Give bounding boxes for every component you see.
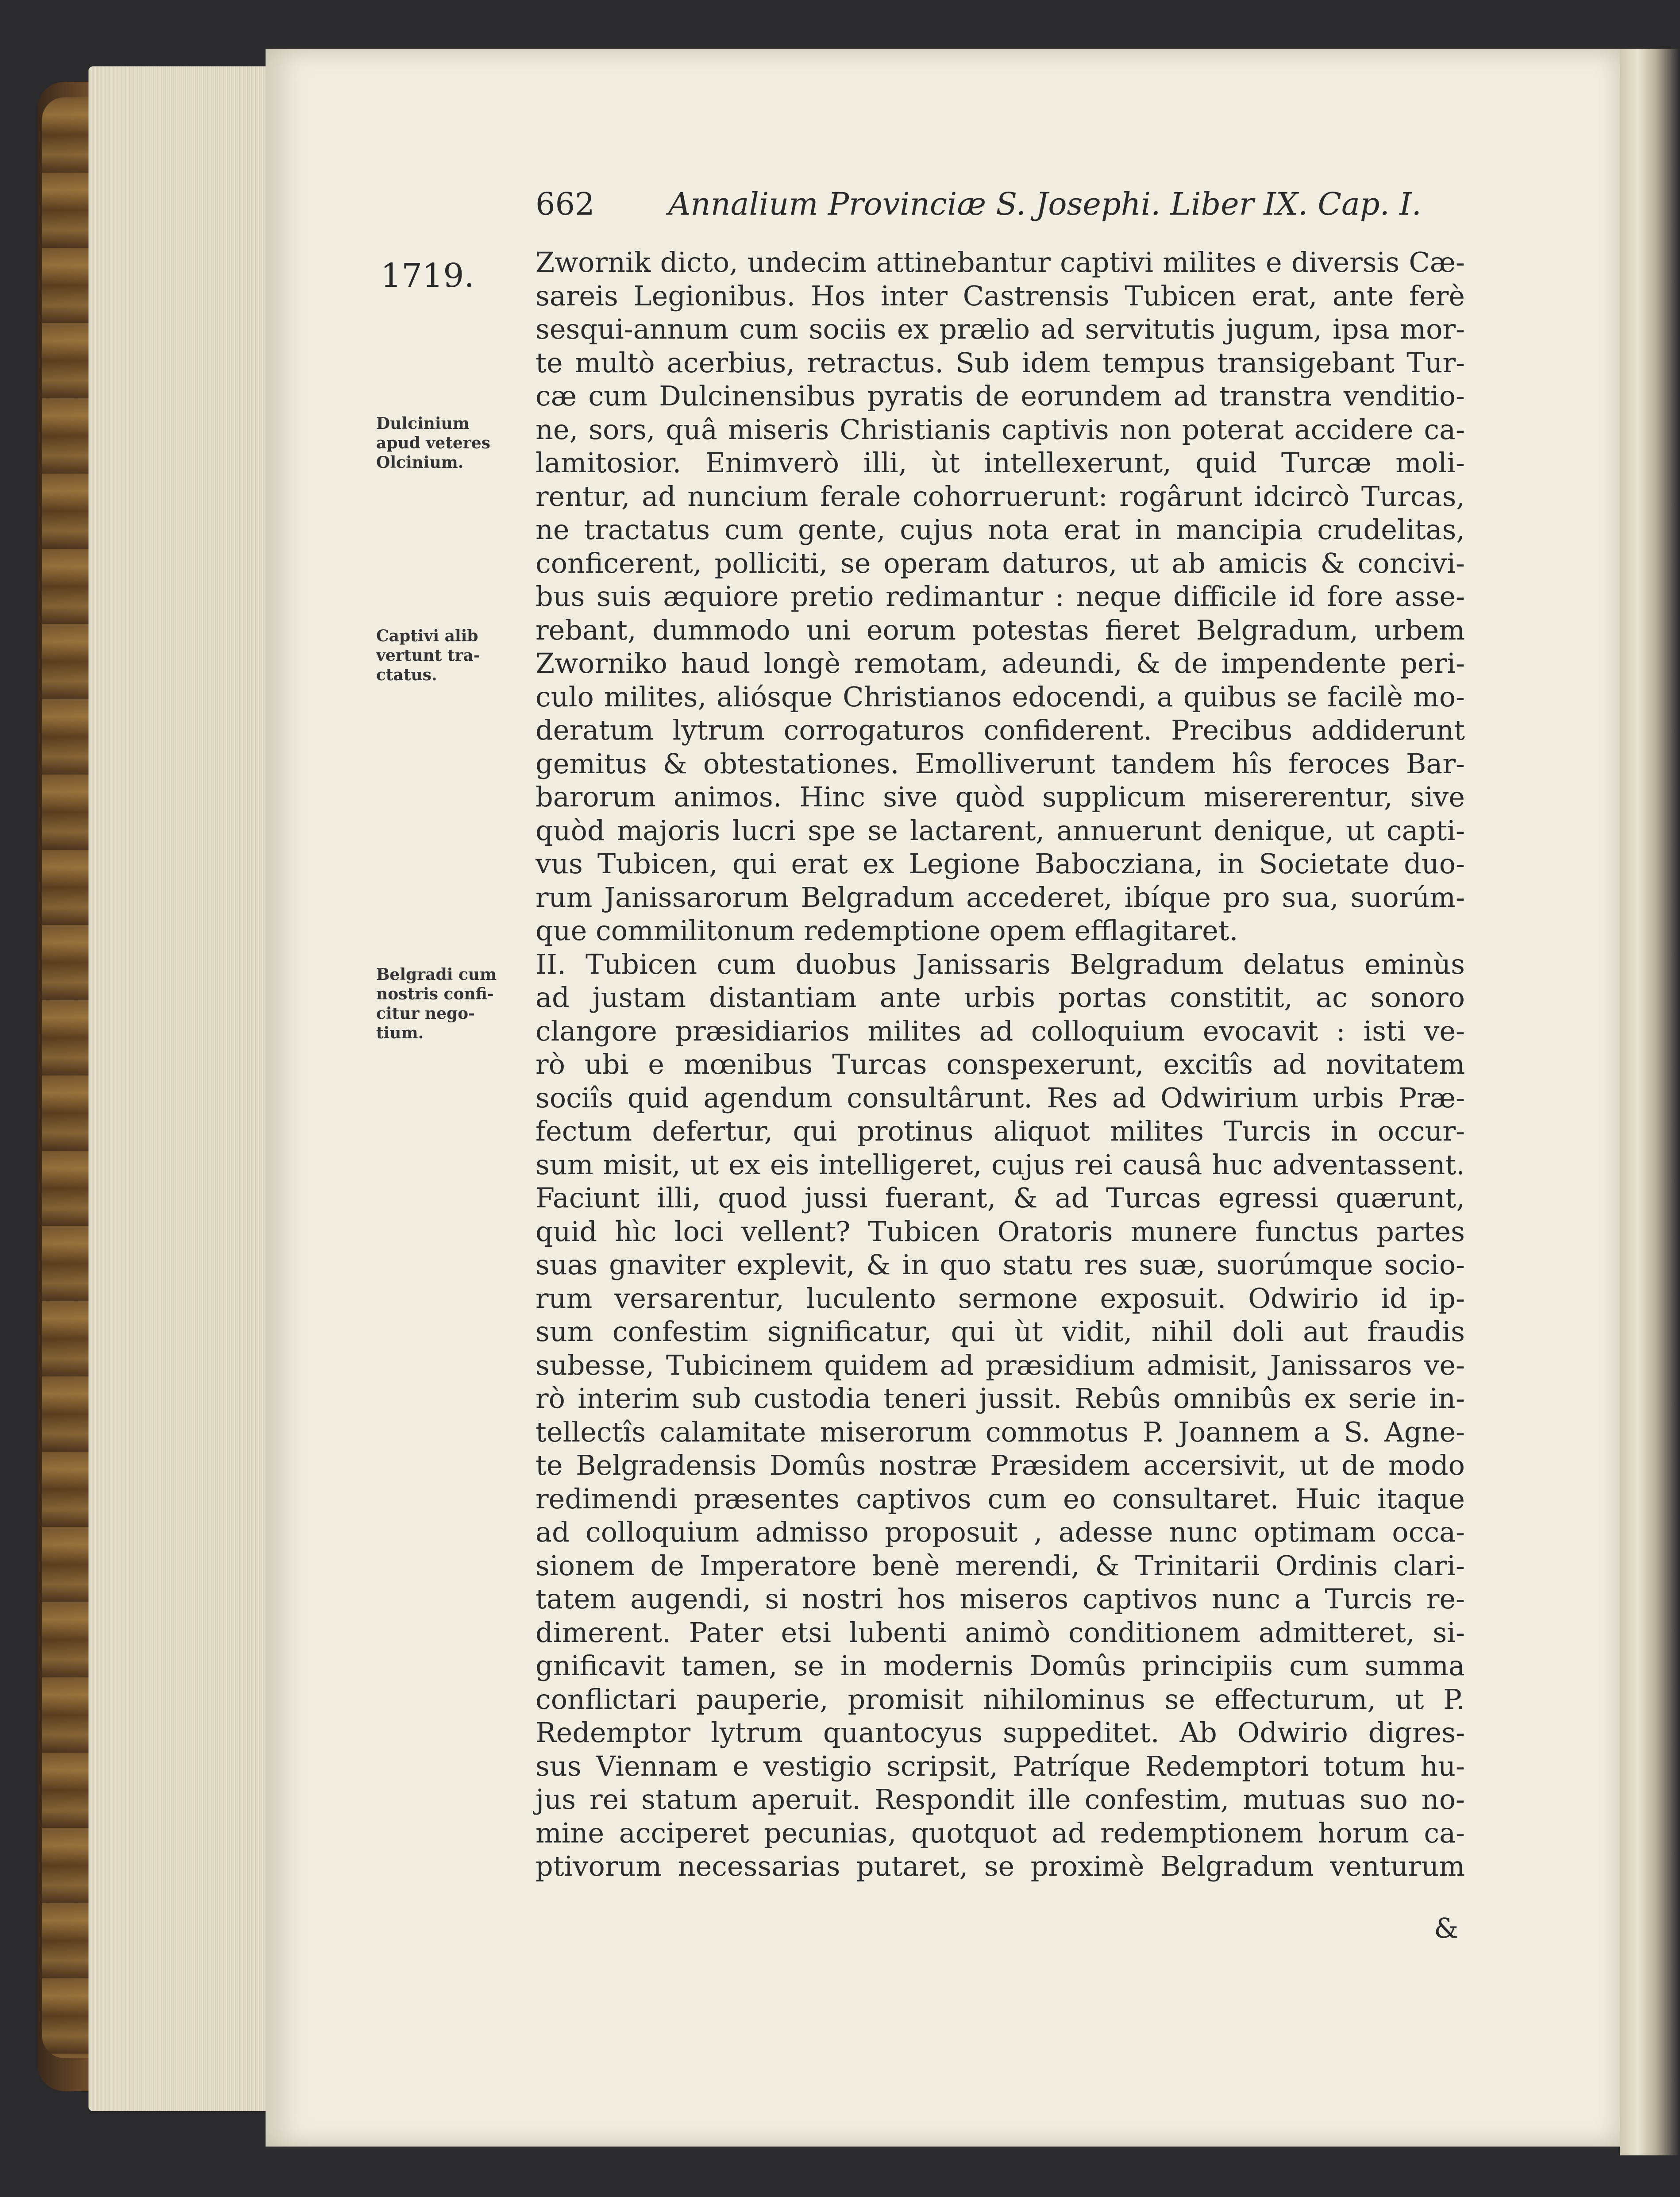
text-line: tellectîs calamitate miserorum commotus P. Joannem a S. Agne-	[536, 1415, 1465, 1448]
margin-note-line: ctatus.	[376, 666, 437, 684]
text-line: sociîs quid agendum consultârunt. Res ad Odwirium urbis Præ-	[536, 1081, 1465, 1114]
body-text	[536, 246, 1465, 1883]
text-line: quòd majoris lucri spe se lactarent, annuerunt denique, ut capti-	[536, 814, 1465, 847]
margin-note-line: apud veteres	[376, 434, 490, 452]
page-number: 662	[536, 186, 595, 222]
text-line: rum Janissarorum Belgradum accederet, ibíque pro sua, suorúm-	[536, 881, 1465, 913]
marbled-spine	[42, 97, 91, 2058]
text-line: ne, sors, quâ miseris Christianis captivis non poterat accidere ca-	[536, 413, 1465, 446]
text-line: clangore præsidiarios milites ad colloquium evocavit : isti ve-	[536, 1014, 1465, 1047]
text-line: Faciunt illi, quod jussi fuerant, & ad Turcas egressi quærunt,	[536, 1182, 1465, 1214]
text-line: ad colloquium admisso proposuit , adesse nunc optimam occa-	[536, 1516, 1465, 1548]
catchword: &	[1434, 1912, 1459, 1944]
text-line: ad justam distantiam ante urbis portas constitit, ac sonoro	[536, 981, 1465, 1014]
text-line: culo milites, aliósque Christianos edocendi, a quibus se facilè mo-	[536, 680, 1465, 713]
text-line: suas gnaviter explevit, & in quo statu res suæ, suorúmque socio-	[536, 1249, 1465, 1281]
text-line: rò ubi e mœnibus Turcas conspexerunt, excitîs ad novitatem	[536, 1048, 1465, 1080]
text-line: conflictari pauperie, promisit nihilominus se effecturum, ut P.	[536, 1683, 1465, 1715]
margin-note-line: nostris confi-	[376, 985, 494, 1003]
text-line: rentur, ad nuncium ferale cohorruerunt: rogârunt idcircò Turcas,	[536, 480, 1465, 513]
running-title: Annalium Provinciæ S. Josephi. Liber IX. Cap. I.	[668, 186, 1422, 222]
text-line: te multò acerbius, retractus. Sub idem tempus transigebant Tur-	[536, 346, 1465, 379]
text-line: gnificavit tamen, se in modernis Domûs principiis cum summa	[536, 1650, 1465, 1682]
text-line: fectum defertur, qui protinus aliquot milites Turcis in occur-	[536, 1115, 1465, 1147]
text-line: subesse, Tubicinem quidem ad præsidium admisit, Janissaros ve-	[536, 1349, 1465, 1381]
text-line: tatem augendi, si nostri hos miseros captivos nunc a Turcis re-	[536, 1583, 1465, 1615]
text-line: te Belgradensis Domûs nostræ Præsidem accersivit, ut de modo	[536, 1449, 1465, 1481]
text-line: jus rei statum aperuit. Respondit ille confestim, mutuas suo no-	[536, 1783, 1465, 1815]
text-line: barorum animos. Hinc sive quòd supplicum misererentur, sive	[536, 781, 1465, 813]
text-line: que commilitonum redemptione opem efflagitaret.	[536, 914, 1238, 947]
text-line: rum versarentur, luculento sermone exposuit. Odwirio id ip-	[536, 1282, 1465, 1314]
margin-note-line: Olcinium.	[376, 453, 464, 472]
text-line: gemitus & obtestationes. Emolliverunt tandem hîs feroces Bar-	[536, 747, 1465, 780]
text-line: II. Tubicen cum duobus Janissaris Belgradum delatus eminùs	[536, 948, 1465, 980]
text-line: bus suis æquiore pretio redimantur : neque difficile id fore asse-	[536, 580, 1465, 613]
text-line: sus Viennam e vestigio scripsit, Patríque Redemptori totum hu-	[536, 1750, 1465, 1782]
margin-note-line: vertunt tra-	[376, 646, 480, 665]
text-line: deratum lytrum corrogaturos confiderent. Precibus addiderunt	[536, 714, 1465, 746]
text-line: conficerent, polliciti, se operam daturos, ut ab amicis & concivi-	[536, 547, 1465, 579]
text-line: mine acciperet pecunias, quotquot ad redemptionem horum ca-	[536, 1816, 1465, 1849]
margin-note-line: Belgradi cum	[376, 965, 497, 984]
page-edges	[89, 66, 274, 2111]
gutter-edge	[1620, 49, 1680, 2155]
text-line: ptivorum necessarias putaret, se proximè Belgradum venturum	[536, 1850, 1465, 1882]
text-line: rò interim sub custodia teneri jussit. Rebûs omnibûs ex serie in-	[536, 1382, 1465, 1415]
margin-note	[376, 965, 509, 1043]
text-line: redimendi præsentes captivos cum eo consultaret. Huic itaque	[536, 1482, 1465, 1515]
text-line: vus Tubicen, qui erat ex Legione Babocziana, in Societate duo-	[536, 848, 1465, 880]
text-line: Redemptor lytrum quantocyus suppeditet. Ab Odwirio digres-	[536, 1716, 1465, 1749]
text-line: sareis Legionibus. Hos inter Castrensis Tubicen erat, ante ferè	[536, 279, 1465, 312]
margin-note	[376, 626, 509, 685]
text-line: sum misit, ut ex eis intelligeret, cujus rei causâ huc adventassent.	[536, 1148, 1465, 1181]
text-line: sum confestim significatur, qui ùt vidit, nihil doli aut fraudis	[536, 1315, 1465, 1348]
margin-note	[376, 414, 509, 472]
margin-note-line: tium.	[376, 1024, 424, 1042]
text-line: dimerent. Pater etsi lubenti animò conditionem admitteret, si-	[536, 1616, 1465, 1649]
text-line: Zwornik dicto, undecim attinebantur captivi milites e diversis Cæ-	[536, 246, 1465, 278]
margin-year: 1719.	[381, 257, 474, 295]
margin-note-line: Captivi alib	[376, 627, 478, 645]
text-line: sesqui-annum cum sociis ex prælio ad servitutis jugum, ipsa mor-	[536, 313, 1465, 345]
margin-note-line: citur nego-	[376, 1004, 475, 1023]
margin-note-line: Dulcinium	[376, 414, 470, 433]
text-line: quid hìc loci vellent? Tubicen Oratoris munere functus partes	[536, 1215, 1465, 1248]
text-line: lamitosior. Enimverò illi, ùt intellexerunt, quid Turcæ moli-	[536, 447, 1465, 479]
text-line: cæ cum Dulcinensibus pyratis de eorundem ad transtra venditio-	[536, 380, 1465, 412]
text-line: rebant, dummodo uni eorum potestas fieret Belgradum, urbem	[536, 613, 1465, 646]
text-line: ne tractatus cum gente, cujus nota erat in mancipia crudelitas,	[536, 513, 1465, 546]
text-line: sionem de Imperatore benè merendi, & Trinitarii Ordinis clari-	[536, 1549, 1465, 1582]
text-line: Zworniko haud longè remotam, adeundi, & de impendente peri-	[536, 647, 1465, 679]
running-header	[536, 186, 1422, 235]
